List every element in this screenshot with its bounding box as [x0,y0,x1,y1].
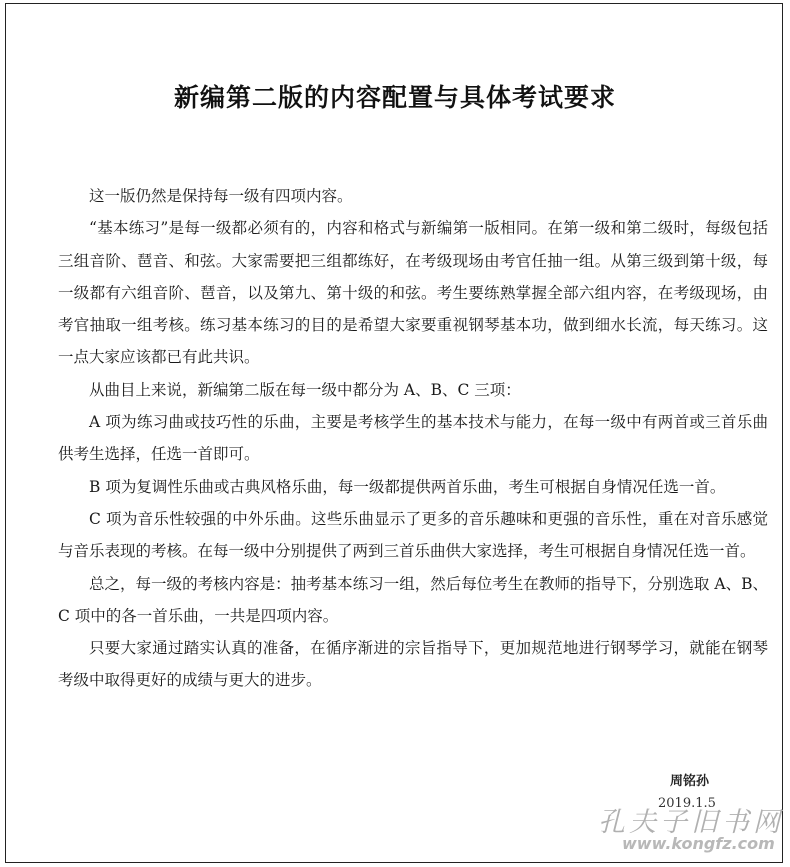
page-title: 新编第二版的内容配置与具体考试要求 [173,83,616,112]
paragraph: 总之，每一级的考核内容是：抽考基本练习一组，然后每位考生在教师的指导下，分别选取 A、B、C 项中的各一首乐曲，一共是四项内容。 [58,574,768,625]
author-signature: 周铭孙 [670,774,710,789]
signature-date: 2019.1.5 [658,796,716,811]
watermark-url: www.kongfz.com [622,834,775,853]
paragraph: 只要大家通过踏实认真的准备，在循序渐进的宗旨指导下，更加规范地进行钢琴学习，就能在钢琴考级中取得更好的成绩与更大的进步。 [58,639,768,690]
paragraph: B 项为复调性乐曲或古典风格乐曲，每一级都提供两首乐曲，考生可根据自身情况任选一首。 [89,477,726,496]
watermark-logo: 孔夫子旧书网 [598,807,784,838]
paragraph: 从曲目上来说，新编第二版在每一级中都分为 A、B、C 三项： [89,380,521,399]
paragraph: “基本练习”是每一级都必须有的，内容和格式与新编第一版相同。在第一级和第二级时，每级包括三组音阶、琶音、和弦。大家需要把三组都练好，在考级现场由考官任抽一组。从第三级到第十级，每一级都有六组音阶、琶音，以及第九、第十级的和弦。考生要练熟掌握全部六组内容，在考级现场，由考官抽取一组考核。练习基本练习的目的是希望大家要重视钢琴基本功，做到细水长流，每天练习。这一点大家应该都已有此共识。 [58,219,768,367]
paragraph: 这一版仍然是保持每一级有四项内容。 [89,187,353,205]
document-body [58,180,768,697]
paragraph: A 项为练习曲或技巧性的乐曲，主要是考核学生的基本技术与能力，在每一级中有两首或三首乐曲供考生选择，任选一首即可。 [58,413,768,464]
paragraph: C 项为音乐性较强的中外乐曲。这些乐曲显示了更多的音乐趣味和更强的音乐性，重在对音乐感觉与音乐表现的考核。在每一级中分别提供了两到三首乐曲供大家选择，考生可根据自身情况任选一首。 [58,509,768,561]
page-frame [5,3,783,863]
